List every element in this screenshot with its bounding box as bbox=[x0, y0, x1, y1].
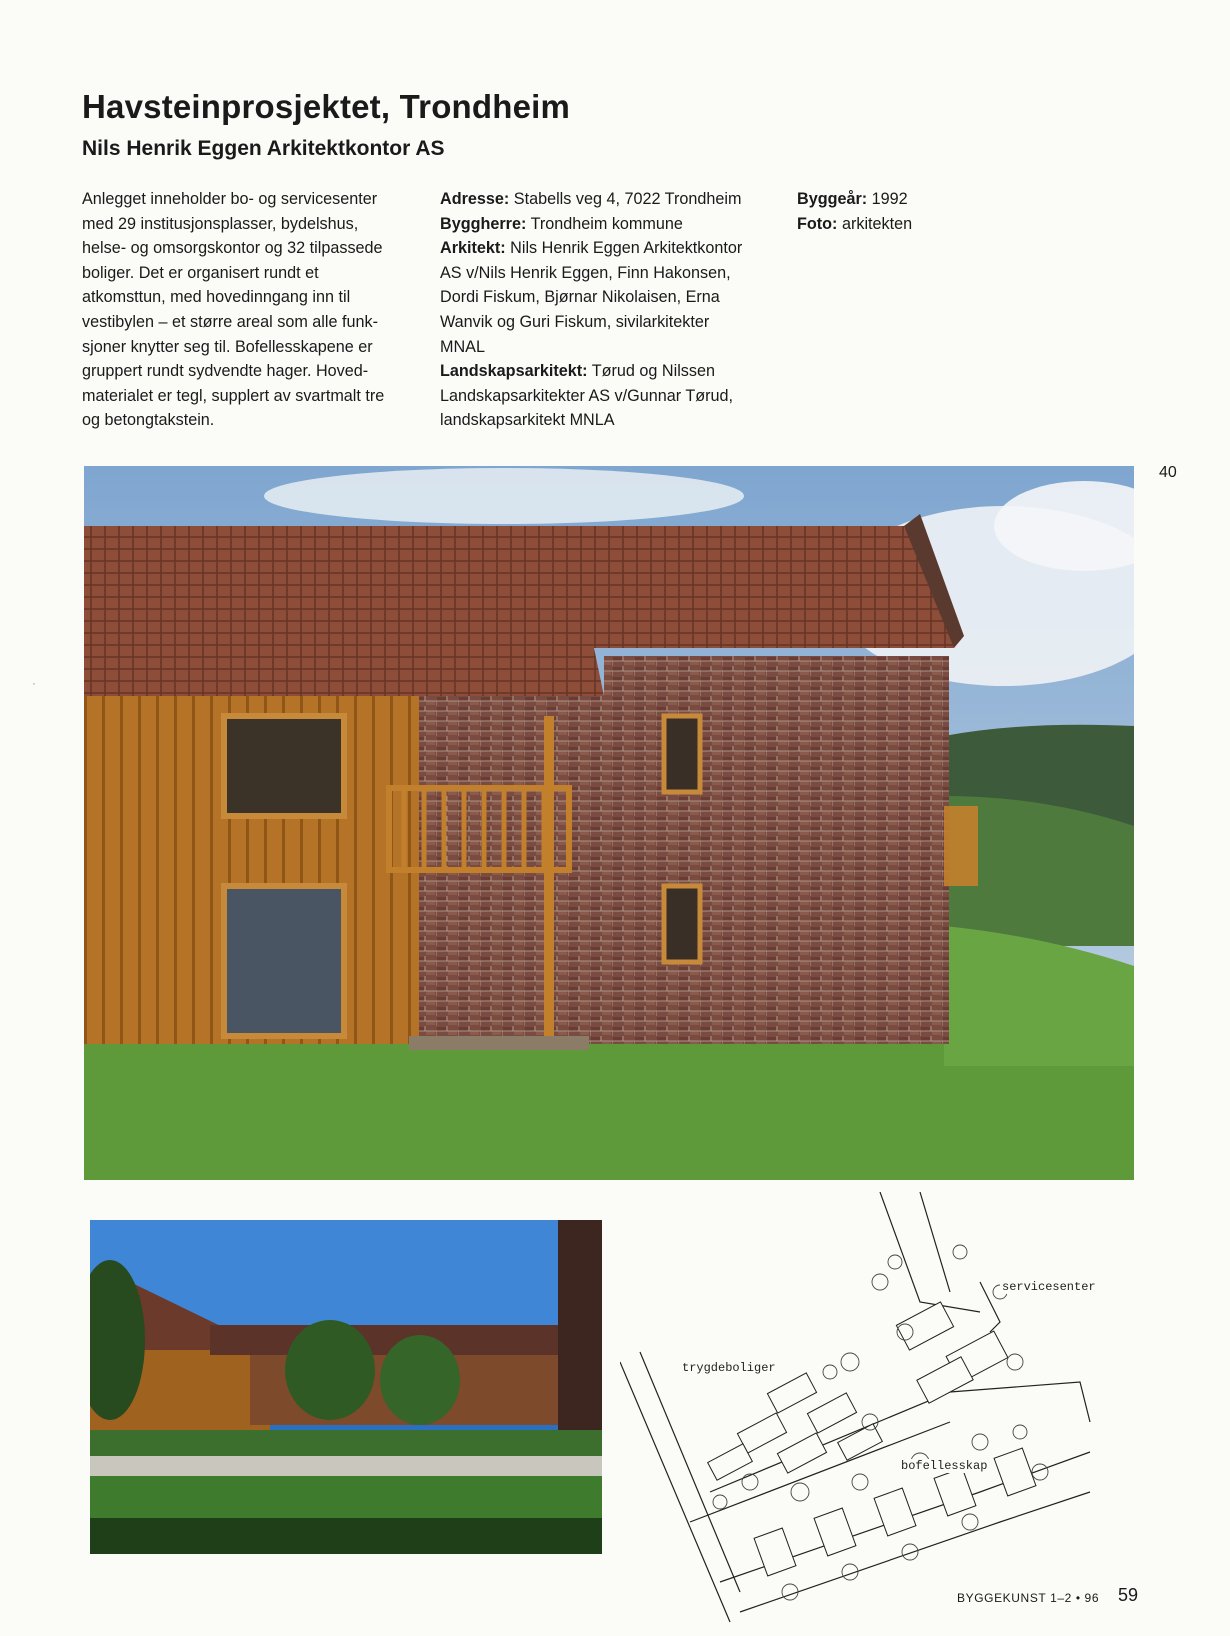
year-line bbox=[797, 187, 997, 212]
plan-label-trygdeboliger: trygdeboliger bbox=[682, 1361, 776, 1375]
architect-value: Nils Henrik Eggen Arkitektkontor bbox=[505, 239, 743, 258]
description-line: gruppert rundt sydvendte hager. Hoved- bbox=[82, 362, 369, 381]
address-value: Stabells veg 4, 7022 Trondheim bbox=[509, 190, 742, 208]
architect-label: Arkitekt: bbox=[440, 239, 506, 258]
address-line bbox=[440, 187, 780, 212]
credits-column bbox=[797, 187, 997, 236]
description-line: materialet er tegl, supplert av svartmalt tre bbox=[82, 386, 385, 405]
page-number: 59 bbox=[1118, 1585, 1139, 1605]
architect-line: Dordi Fiskum, Bjørnar Nikolaisen, Erna bbox=[440, 288, 720, 307]
architect-line: MNAL bbox=[440, 337, 485, 356]
landscape-line: Landskapsarkitekter AS v/Gunnar Tørud, bbox=[440, 386, 734, 405]
courtyard-photo bbox=[90, 1220, 602, 1554]
address-label: Adresse: bbox=[440, 190, 510, 208]
description-line: og betongtakstein. bbox=[82, 411, 215, 430]
magazine-footer: BYGGEKUNST 1–2 • 96 bbox=[957, 1591, 1100, 1605]
site-plan bbox=[620, 1192, 1130, 1636]
site-plan-drawing bbox=[620, 1192, 1130, 1636]
description-line: med 29 institusjonsplasser, bydelshus, bbox=[82, 214, 359, 233]
client-value: Trondheim kommune bbox=[526, 214, 683, 233]
year-value: 1992 bbox=[867, 190, 908, 208]
description-line: boliger. Det er organisert rundt et bbox=[82, 263, 319, 282]
photo-label: Foto: bbox=[797, 214, 838, 233]
figure-number: 40 bbox=[1159, 464, 1177, 481]
description-line: vestibylen – et større areal som alle funk- bbox=[82, 312, 378, 331]
facts-column bbox=[440, 187, 780, 433]
courtyard-illustration bbox=[90, 1220, 602, 1554]
client-label: Byggherre: bbox=[440, 214, 527, 233]
client-line bbox=[440, 212, 780, 237]
landscape-line: landskapsarkitekt MNLA bbox=[440, 411, 615, 430]
description-line: helse- og omsorgskontor og 32 tilpassede bbox=[82, 239, 383, 258]
photo-credit-line bbox=[797, 212, 997, 237]
building-illustration bbox=[84, 466, 1134, 1180]
margin-mark: · bbox=[32, 676, 36, 690]
architect-line bbox=[440, 236, 780, 261]
description-line: atkomsttun, med hovedinngang inn til bbox=[82, 288, 351, 307]
architect-line: Wanvik og Guri Fiskum, sivilarkitekter bbox=[440, 312, 710, 331]
architect-line: AS v/Nils Henrik Eggen, Finn Hakonsen, bbox=[440, 263, 731, 282]
year-label: Byggeår: bbox=[797, 190, 868, 208]
description-line: sjoner knytter seg til. Bofellesskapene er bbox=[82, 337, 373, 356]
plan-label-bofellesskap: bofellesskap bbox=[901, 1459, 988, 1473]
article-title: Havsteinprosjektet, Trondheim bbox=[82, 88, 571, 125]
landscape-line bbox=[440, 359, 780, 384]
main-building-photo bbox=[84, 466, 1134, 1180]
description-line: Anlegget inneholder bo- og servicesenter bbox=[82, 190, 378, 208]
description-column bbox=[82, 187, 422, 433]
landscape-label: Landskapsarkitekt: bbox=[440, 362, 588, 381]
landscape-value: Tørud og Nilssen bbox=[587, 362, 715, 381]
plan-label-servicesenter: servicesenter bbox=[1002, 1280, 1096, 1294]
photo-value: arkitekten bbox=[837, 214, 913, 233]
article-subtitle: Nils Henrik Eggen Arkitektkontor AS bbox=[82, 137, 445, 160]
